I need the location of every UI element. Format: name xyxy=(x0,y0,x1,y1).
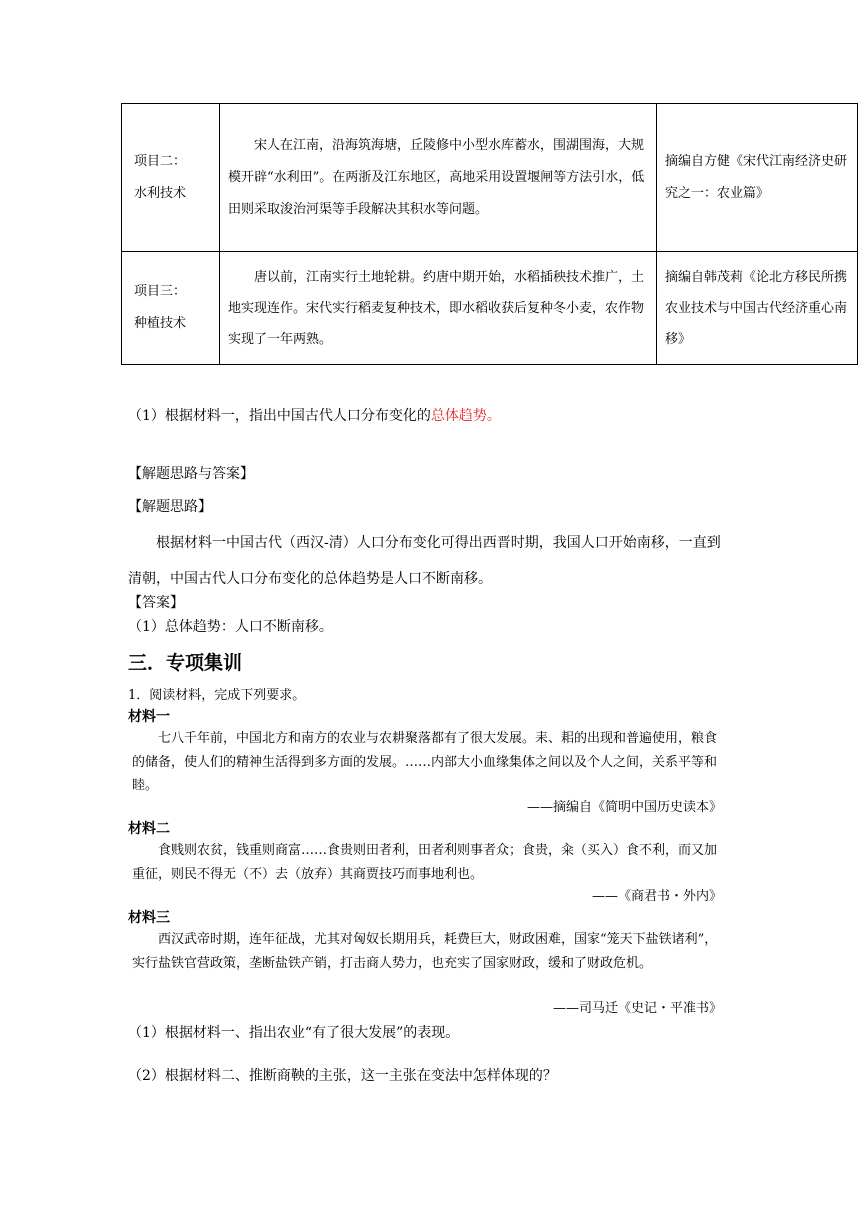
material-1-text: 七八千年前，中国北方和南方的农业与农耕聚落都有了很大发展。耒、耜的出现和普遍使用，粮食的储备，使人们的精神生活得到多方面的发展。……内部大小血缘集体之间以及个人之间，关系平等和睦。 xyxy=(132,731,718,793)
content-cell: 宋人在江南，沿海筑海塘，丘陵修中小型水库蓄水，围湖围海，大规模开辟“水利田”。在两浙及江东地区，高地采用设置堰闸等方法引水，低田则采取浚治河渠等手段解决其积水等问题。 xyxy=(220,104,657,252)
material-1-label: 材料一 xyxy=(128,709,170,725)
solution-header: 【解题思路与答案】 xyxy=(128,466,254,482)
project-name: 种植技术 xyxy=(134,316,187,331)
source-cell: 摘编自方健《宋代江南经济史研究之一：农业篇》 xyxy=(657,104,858,252)
material-2-label: 材料二 xyxy=(128,821,170,837)
thinking-text: 根据材料一中国古代（西汉-清）人口分布变化可得出西晋时期，我国人口开始南移，一直到清朝，中国古代人口分布变化的总体趋势是人口不断南移。 xyxy=(128,535,721,587)
material-3-text: 西汉武帝时期，连年征战，尤其对匈奴长期用兵，耗费巨大，财政困难，国家“笼天下盐铁诸利”，实行盐铁官营政策，垄断盐铁产销，打击商人势力，也充实了国家财政，缓和了财政危机。 xyxy=(132,932,718,971)
projects-table xyxy=(121,103,858,365)
source-cell: 摘编自韩茂莉《论北方移民所携农业技术与中国古代经济重心南移》 xyxy=(657,252,858,365)
project-cell xyxy=(122,252,220,365)
table-row xyxy=(122,252,858,365)
material-1-source: ——摘编自《简明中国历史读本》 xyxy=(526,800,722,815)
question-1-highlight: 总体趋势。 xyxy=(430,408,501,424)
exercise-question-1: （1）根据材料一、指出农业“有了很大发展”的表现。 xyxy=(128,1025,460,1041)
project-number: 项目三： xyxy=(134,284,187,299)
question-1-text: （1）根据材料一，指出中国古代人口分布变化的 xyxy=(128,408,431,424)
project-name: 水利技术 xyxy=(134,185,187,201)
content-cell: 唐以前，江南实行土地轮耕。约唐中期开始，水稻插秧技术推广，土地实现连作。宋代实行稻麦复种技术，即水稻收获后复种冬小麦，农作物实现了一年两熟。 xyxy=(220,252,657,365)
material-3-label: 材料三 xyxy=(128,910,170,926)
answer-text: （1）总体趋势：人口不断南移。 xyxy=(128,619,333,635)
exercise-question-2: （2）根据材料二、推断商鞅的主张，这一主张在变法中怎样体现的？ xyxy=(128,1068,557,1084)
material-3-source: ——司马迁《史记・平准书》 xyxy=(552,1001,722,1016)
answer-label: 【答案】 xyxy=(128,595,184,611)
project-number: 项目二： xyxy=(134,153,187,169)
section-title: 三．专项集训 xyxy=(128,652,243,674)
table-row xyxy=(122,104,858,252)
material-2-source: ——《商君书・外内》 xyxy=(591,889,722,904)
section-intro: 1．阅读材料，完成下列要求。 xyxy=(128,688,306,703)
question-1 xyxy=(128,405,501,425)
project-cell xyxy=(122,104,220,252)
material-2-text: 食贱则农贫，钱重则商富……食贵则田者利，田者利则事者众；食贵，籴（买入）食不利，而又加重征，则民不得无（不）去（放弃）其商贾技巧而事地利也。 xyxy=(132,843,718,882)
thinking-label: 【解题思路】 xyxy=(128,499,212,515)
